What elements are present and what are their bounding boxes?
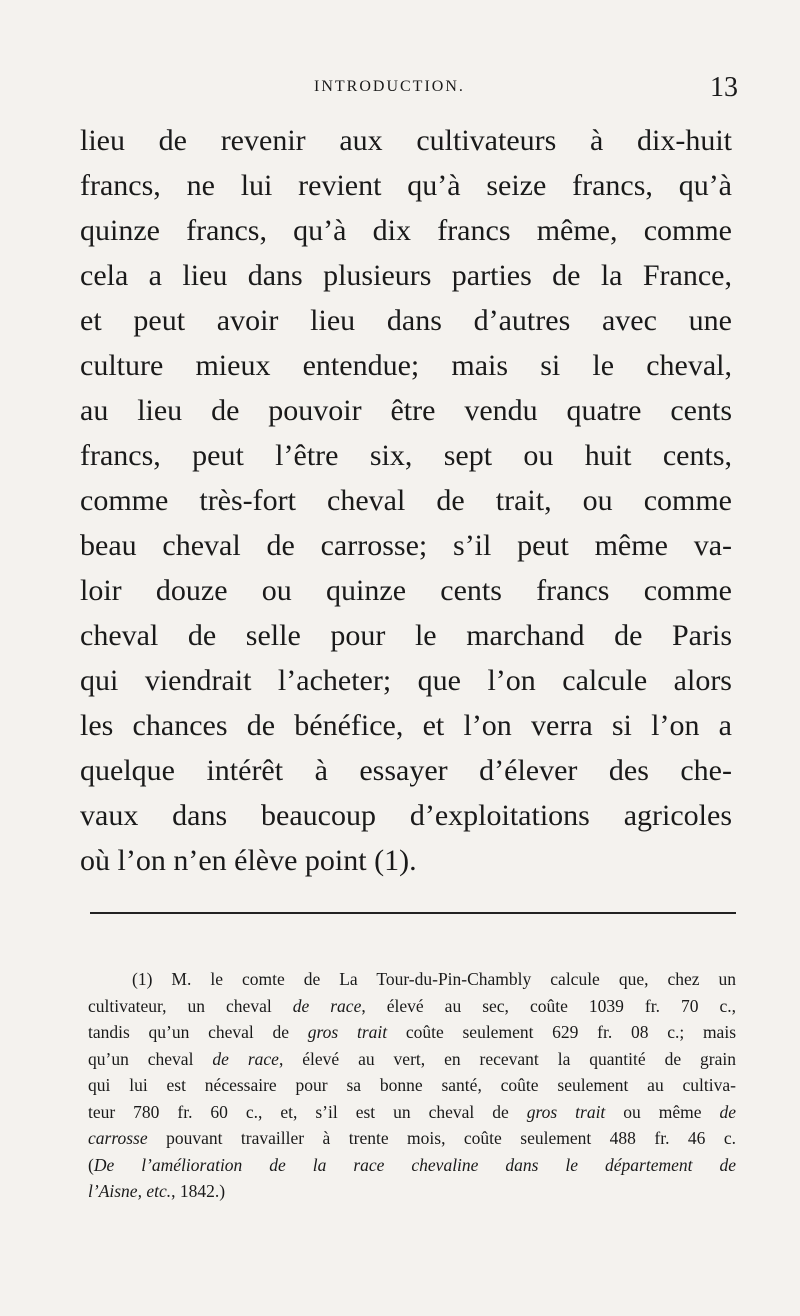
footnote-text: cultivateur, un cheval: [88, 995, 293, 1016]
body-line: cela a lieu dans plusieurs parties de la France,: [80, 259, 732, 292]
page-number: 13: [710, 72, 738, 103]
footnote-separator: [90, 912, 736, 914]
footnote-text: teur 780 fr. 60 c., et, s’il est un cheval de: [88, 1101, 527, 1122]
body-line: cheval de selle pour le marchand de Paris: [80, 619, 732, 652]
body-line: loir douze ou quinze cents francs comme: [80, 574, 732, 607]
body-line: quelque intérêt à essayer d’élever des che-: [80, 754, 732, 787]
footnote-text: coûte seulement 629 fr. 08 c.; mais: [387, 1022, 736, 1042]
footnote-italic: de: [719, 1101, 736, 1122]
body-line: comme très-fort cheval de trait, ou comme: [80, 484, 732, 517]
footnote-line: qui lui est nécessaire pour sa bonne santé, coûte seulement au cultiva-: [88, 1075, 736, 1095]
footnote-line: [88, 1125, 736, 1152]
footnote-italic: de race: [292, 995, 362, 1016]
running-head: INTRODUCTION.: [314, 78, 465, 95]
footnote-line: [88, 993, 736, 1020]
footnote-line: [88, 1019, 736, 1046]
body-line: culture mieux entendue; mais si le cheval,: [80, 349, 732, 382]
body-line: francs, peut l’être six, sept ou huit cents,: [80, 439, 732, 472]
footnote-text: , élevé au vert, en recevant la quantité de grain: [278, 1048, 737, 1069]
page-header: [80, 72, 738, 106]
body-line: où l’on n’en élève point (1).: [80, 844, 417, 877]
footnote-text: tandis qu’un cheval de: [88, 1022, 308, 1042]
footnote-line: [88, 1178, 736, 1205]
footnote-line: [88, 1152, 736, 1179]
body-line: vaux dans beaucoup d’exploitations agricoles: [80, 799, 732, 832]
footnote-line: [88, 1099, 736, 1126]
footnote-italic: de race: [212, 1048, 279, 1069]
body-line: lieu de revenir aux cultivateurs à dix-huit: [80, 124, 732, 157]
footnote-italic: gros trait: [526, 1101, 606, 1122]
body-line: au lieu de pouvoir être vendu quatre cents: [80, 394, 732, 427]
footnote-text: ou même: [605, 1101, 720, 1122]
footnote-text: , élevé au sec, coûte 1039 fr. 70 c.,: [361, 995, 736, 1016]
body-line: francs, ne lui revient qu’à seize francs, qu’à: [80, 169, 732, 202]
footnote-italic: gros trait: [307, 1022, 388, 1042]
footnote-line: (1) M. le comte de La Tour-du-Pin-Chambly calcule que, chez un: [132, 969, 736, 989]
footnote-italic: De l’amélioration de la race chevaline dans le département de: [93, 1154, 736, 1175]
footnote-line: [88, 1046, 736, 1073]
footnote: [88, 966, 736, 1205]
body-line: et peut avoir lieu dans d’autres avec une: [80, 304, 732, 337]
body-line: quinze francs, qu’à dix francs même, comme: [80, 214, 732, 247]
body-text: [80, 118, 732, 883]
footnote-italic: l’Aisne, etc.: [88, 1181, 172, 1201]
body-line: qui viendrait l’acheter; que l’on calcule alors: [80, 664, 732, 697]
footnote-italic: carrosse: [88, 1128, 148, 1148]
footnote-text: qu’un cheval: [88, 1048, 213, 1069]
body-line: les chances de bénéfice, et l’on verra si l’on a: [80, 709, 732, 742]
footnote-text: pouvant travailler à trente mois, coûte seulement 488 fr. 46 c.: [147, 1128, 736, 1148]
footnote-text: (: [88, 1154, 94, 1175]
body-line: beau cheval de carrosse; s’il peut même va-: [80, 529, 732, 562]
footnote-text: , 1842.): [171, 1181, 226, 1201]
